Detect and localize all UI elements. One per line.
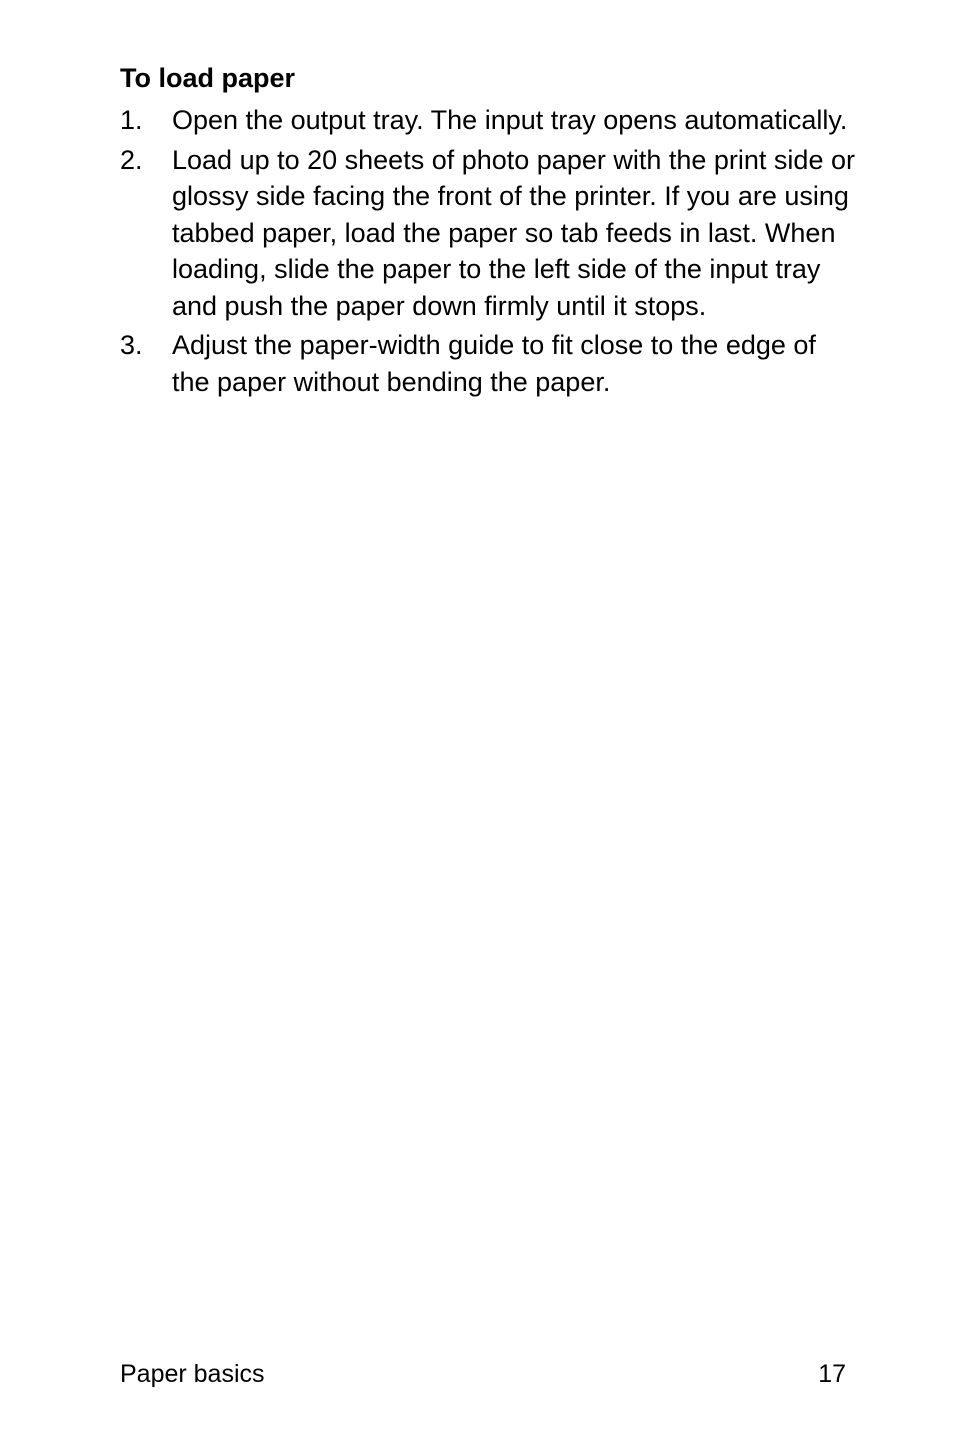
step-item (120, 102, 860, 139)
step-number: 3. (120, 330, 143, 360)
step-item (120, 142, 860, 325)
step-text: Open the output tray. The input tray opens automatically. (172, 105, 848, 135)
footer-page-number: 17 (818, 1360, 846, 1388)
steps-list (120, 102, 860, 403)
step-number: 2. (120, 144, 143, 175)
footer-section-name: Paper basics (120, 1360, 265, 1388)
step-text: Adjust the paper-width guide to fit close to the edge of the paper without bending the paper. (172, 330, 816, 397)
section-heading: To load paper (120, 63, 296, 93)
step-item (120, 327, 860, 400)
step-text: Load up to 20 sheets of photo paper with the print side or glossy side facing the front of the printer. If you are using tabbed paper, load the paper so tab feeds in last. When loading, slide the paper to the left side of the input tray and push the paper down firmly until it stops. (172, 144, 855, 321)
step-number: 1. (120, 105, 143, 135)
